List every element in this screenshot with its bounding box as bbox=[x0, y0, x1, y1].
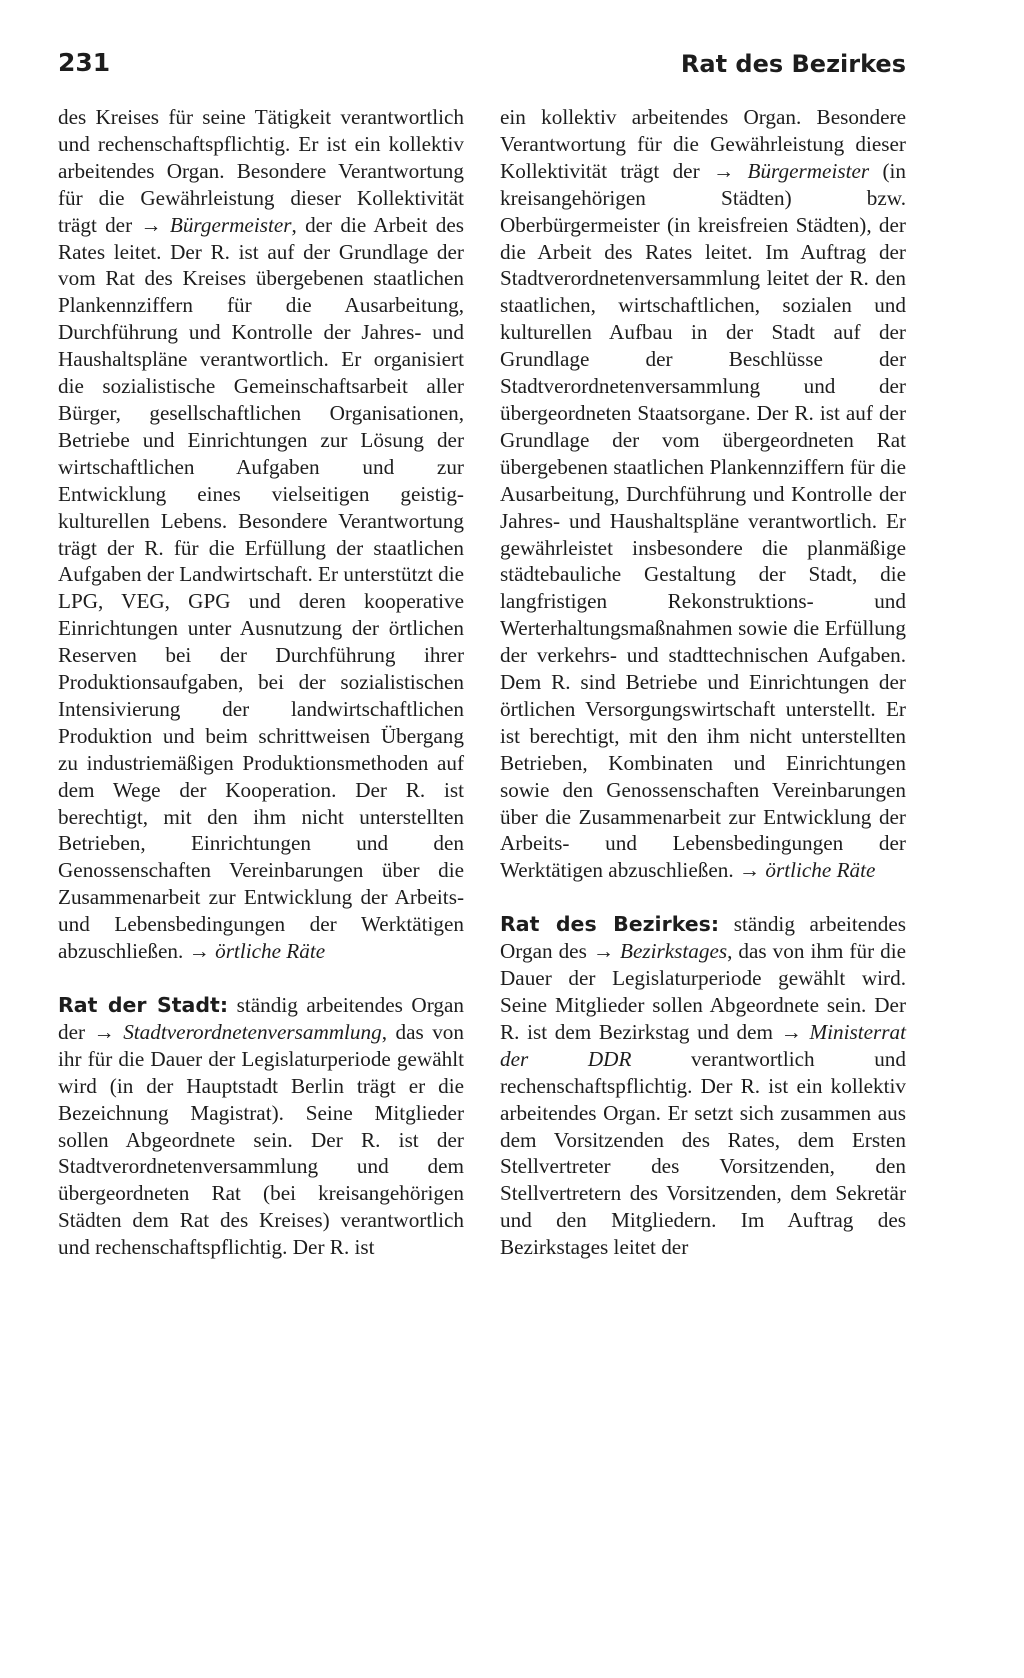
cross-reference-buergermeister: Bürgermeister bbox=[747, 158, 870, 183]
right-column bbox=[500, 104, 906, 1261]
cross-reference-buergermeister: Bürgermeister bbox=[169, 212, 292, 237]
entry-rat-des-bezirkes bbox=[500, 911, 906, 1261]
cross-reference-arrow: → bbox=[592, 939, 614, 964]
cross-reference-arrow: → bbox=[780, 1019, 802, 1044]
text-segment: ständig arbeitendes Organ des bbox=[500, 912, 906, 964]
entry-rat-der-stadt bbox=[58, 992, 464, 1261]
text-segment: , der die Arbeit des Rates leitet. Der R. ist auf der Grundlage der vom Rat des Kreises übergebenen staatlichen Plankennziffern für die Ausarbeitung, Durchführung und Kontrolle der Jahres- und Haushaltspläne verantwortlich. Er organisiert die sozialistische Gemeinschaftsarbeit aller Bürger, gesellschaftlichen Organisationen, Betriebe und Einrichtungen zur Lösung der wirtschaftlichen Aufgaben und zur Entwicklung eines vielseitigen geistig-kulturellen Lebens. Besondere Verantwortung trägt der R. für die Erfüllung der staatlichen Aufgaben der Landwirtschaft. Er unterstützt die LPG, VEG, GPG und deren kooperative Einrichtungen unter Ausnutzung der örtlichen Reserven bei der Durchführung ihrer Produktionsaufgaben, bei der sozialistischen Intensivierung der landwirtschaftlichen Produktion und beim schrittweisen Übergang zu industriemäßigen Produktionsmethoden auf dem Wege der Kooperation. Der R. ist berechtigt, mit den ihm nicht unterstellten Betrieben, Einrichtungen und den Genossenschaften Vereinbarungen über die Zusammenarbeit zur Entwicklung der Arbeits- und Lebensbedingungen der Werktätigen abzuschließen. bbox=[58, 212, 464, 964]
cross-reference-oertliche-raete: örtliche Räte bbox=[765, 858, 876, 883]
headword: Rat des Bezirkes: bbox=[500, 912, 720, 937]
cross-reference-arrow: → bbox=[188, 939, 210, 964]
cross-reference-stadtverordnetenversammlung: Stadtverordnetenversammlung bbox=[123, 1019, 382, 1044]
cross-reference-arrow: → bbox=[738, 858, 761, 883]
text-segment: (in kreisangehörigen Städten) bzw. Oberbürgermeister (in kreisfreien Städten), der die Arbeit des Rates leitet. Im Auftrag der Stadtverordnetenversammlung leitet der R. den staatlichen, wirtschaftlichen, sozialen und kulturellen Aufbau in der Stadt auf der Grundlage der Beschlüsse der Stadtverordnetenversammlung und der übergeordneten Staatsorgane. Der R. ist auf der Grundlage der vom übergeordneten Rat übergebenen staatlichen Plankennziffern für die Ausarbeitung, Durchführung und Kontrolle der Jahres- und Haushaltspläne verantwortlich. Er gewährleistet insbesondere die planmäßige städtebauliche Gestaltung der Stadt, die langfristigen Rekonstruktions- und Werterhaltungsmaßnahmen sowie die Erfüllung der verkehrs- und stadttechnischen Aufgaben. Dem R. sind Betriebe und Einrichtungen der örtlichen Versorgungswirtschaft unterstellt. Er ist berechtigt, mit den ihm nicht unterstellten Betrieben, Kombinaten und Einrichtungen sowie den Genossenschaften Vereinbarungen über die Zusammenarbeit zur Entwicklung der Arbeits- und Lebensbedingungen der Werktätigen abzuschließen. bbox=[500, 158, 907, 883]
entry-continuation-rat-des-kreises bbox=[58, 104, 464, 965]
text-segment: ein kollektiv arbeitendes Organ. Besondere Verantwortung für die Gewährleistung dieser Kollektivität trägt der bbox=[500, 105, 906, 183]
text-segment: , das von ihm für die Dauer der Legislaturperiode gewählt wird. Seine Mitglieder sollen Abgeordnete sein. Der R. ist dem Bezirkstag und dem bbox=[500, 939, 907, 1044]
left-column bbox=[58, 104, 464, 1261]
headword: Rat der Stadt: bbox=[58, 993, 229, 1017]
text-segment: des Kreises für seine Tätigkeit verantwortlich und rechenschaftspflichtig. Er ist ein kollektiv arbeitendes Organ. Besondere Verantwortung für die Gewährleistung dieser Kollektivität trägt der bbox=[58, 105, 464, 237]
cross-reference-ministerrat: Ministerrat der DDR bbox=[500, 1019, 906, 1071]
text-segment: ständig arbeitendes Organ der bbox=[58, 993, 464, 1044]
cross-reference-bezirkstages: Bezirkstages bbox=[620, 939, 728, 964]
cross-reference-arrow: → bbox=[140, 212, 162, 237]
entry-continuation-rat-der-stadt bbox=[500, 104, 906, 884]
cross-reference-arrow: → bbox=[93, 1019, 115, 1044]
cross-reference-arrow: → bbox=[712, 158, 735, 183]
cross-reference-oertliche-raete: örtliche Räte bbox=[215, 939, 326, 964]
text-segment: , das von ihr für die Dauer der Legislaturperiode gewählt wird (in der Hauptstadt Berlin trägt er die Bezeichnung Magistrat). Seine Mitglieder sollen Abgeordnete sein. Der R. ist der Stadtverordnetenversammlung und dem übergeordneten Rat (bei kreisangehörigen Städten dem Rat des Kreises) verantwortlich und rechenschaftspflichtig. Der R. ist bbox=[58, 1019, 464, 1260]
text-segment: verantwortlich und rechenschaftspflichtig. Der R. ist ein kollektiv arbeitendes Organ. Er setzt sich zusammen aus dem Vorsitzenden des Rates, dem Ersten Stellvertreter des Vorsitzenden, den Stellvertretern des Vorsitzenden, dem Sekretär und den Mitgliedern. Im Auftrag des Bezirkstages leitet der bbox=[500, 1046, 906, 1260]
page-number: 231 bbox=[58, 48, 111, 77]
running-title: Rat des Bezirkes bbox=[680, 50, 906, 78]
